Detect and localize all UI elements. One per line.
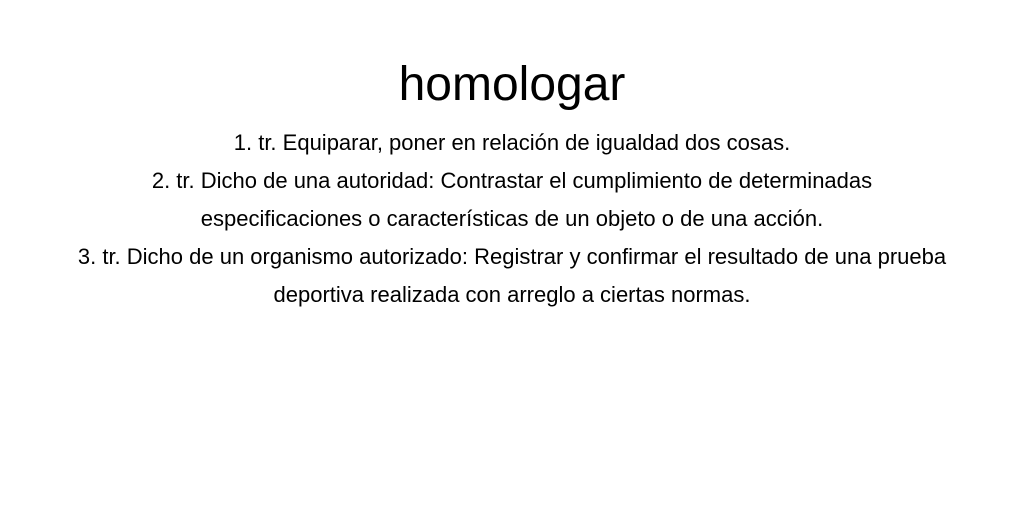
definition-1: 1. tr. Equiparar, poner en relación de igualdad dos cosas. — [233, 130, 791, 155]
definition-list — [72, 124, 952, 314]
definition-2: 2. tr. Dicho de una autoridad: Contrastar el cumplimiento de determinadas especificaciones o características de un objeto o de una acción. — [151, 168, 873, 231]
definition-3: 3. tr. Dicho de un organismo autorizado: Registrar y confirmar el resultado de una prueba deportiva realizada con arreglo a ciertas normas. — [77, 244, 947, 307]
headword: homologar — [398, 58, 626, 111]
